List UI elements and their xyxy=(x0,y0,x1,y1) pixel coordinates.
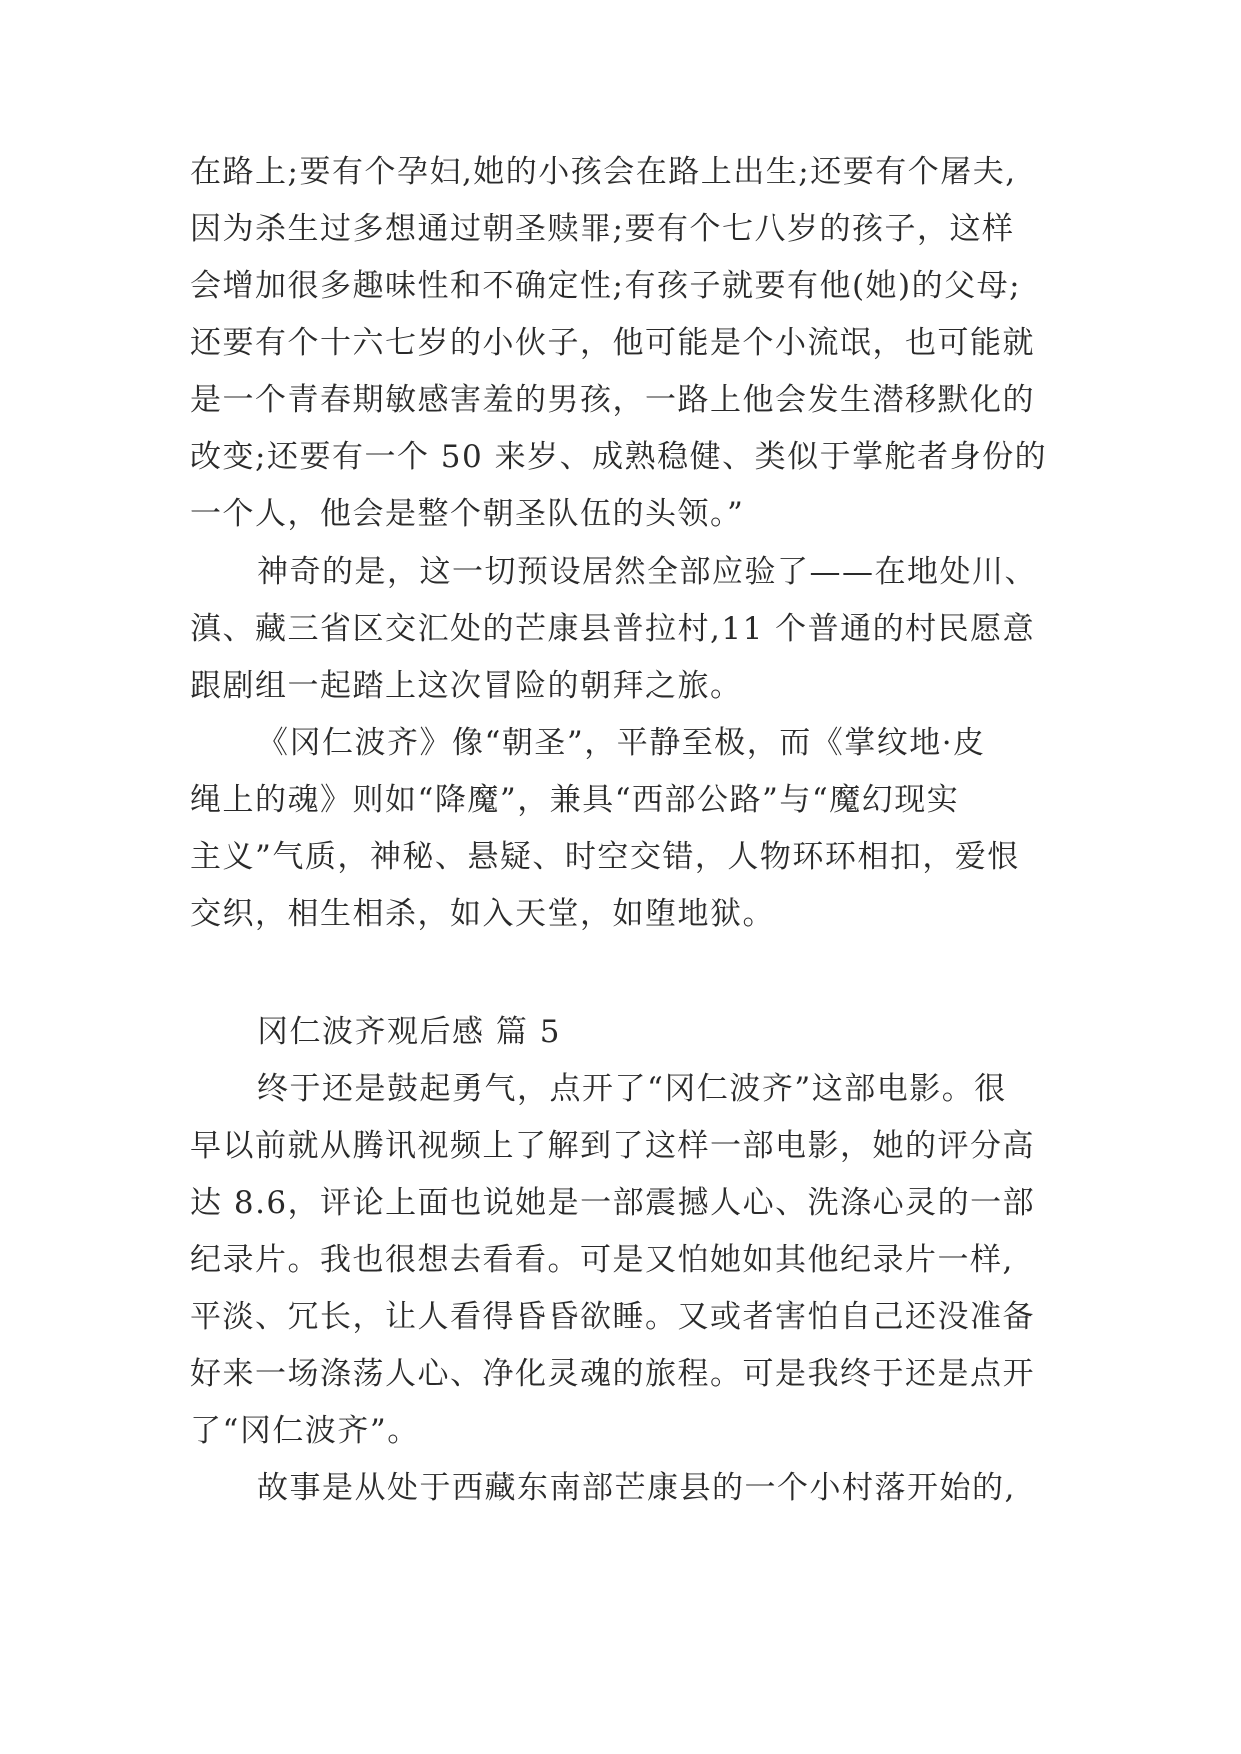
text-line: 好来一场涤荡人心、净化灵魂的旅程。可是我终于还是点开 xyxy=(190,1356,1035,1392)
text-line: 主义”气质，神秘、悬疑、时空交错，人物环环相扣，爱恨 xyxy=(190,839,1020,875)
section-heading: 冈仁波齐观后感 篇 5 xyxy=(257,1014,561,1050)
text-line: 跟剧组一起踏上这次冒险的朝拜之旅。 xyxy=(190,668,743,704)
text-line: 了“冈仁波齐”。 xyxy=(190,1413,420,1449)
text-line: 还要有个十六七岁的小伙子，他可能是个小流氓，也可能就 xyxy=(190,325,1035,361)
text-line: 平淡、冗长，让人看得昏昏欲睡。又或者害怕自己还没准备 xyxy=(190,1299,1035,1335)
text-line: 会增加很多趣味性和不确定性;有孩子就要有他(她)的父母; xyxy=(190,268,1022,304)
text-line: 《冈仁波齐》像“朝圣”，平静至极，而《掌纹地·皮 xyxy=(257,725,986,761)
text-line: 故事是从处于西藏东南部芒康县的一个小村落开始的, xyxy=(257,1470,1016,1506)
text-line: 神奇的是，这一切预设居然全部应验了——在地处川、 xyxy=(257,554,1037,590)
text-line: 一个人，他会是整个朝圣队伍的头领。” xyxy=(190,496,745,532)
text-line: 是一个青春期敏感害羞的男孩，一路上他会发生潜移默化的 xyxy=(190,382,1035,418)
text-line: 滇、藏三省区交汇处的芒康县普拉村,11 个普通的村民愿意 xyxy=(190,611,1036,647)
text-line: 纪录片。我也很想去看看。可是又怕她如其他纪录片一样, xyxy=(190,1242,1014,1278)
text-line: 早以前就从腾讯视频上了解到了这样一部电影，她的评分高 xyxy=(190,1128,1035,1164)
text-line: 绳上的魂》则如“降魔”，兼具“西部公路”与“魔幻现实 xyxy=(190,782,960,818)
text-line: 改变;还要有一个 50 来岁、成熟稳健、类似于掌舵者身份的 xyxy=(190,439,1048,475)
text-line: 交织，相生相杀，如入天堂，如堕地狱。 xyxy=(190,896,775,932)
text-line: 因为杀生过多想通过朝圣赎罪;要有个七八岁的孩子，这样 xyxy=(190,211,1015,247)
text-line: 达 8.6，评论上面也说她是一部震撼人心、洗涤心灵的一部 xyxy=(190,1185,1036,1221)
text-line: 在路上;要有个孕妇,她的小孩会在路上出生;还要有个屠夫, xyxy=(190,154,1017,190)
text-line: 终于还是鼓起勇气，点开了“冈仁波齐”这部电影。很 xyxy=(257,1071,1007,1107)
